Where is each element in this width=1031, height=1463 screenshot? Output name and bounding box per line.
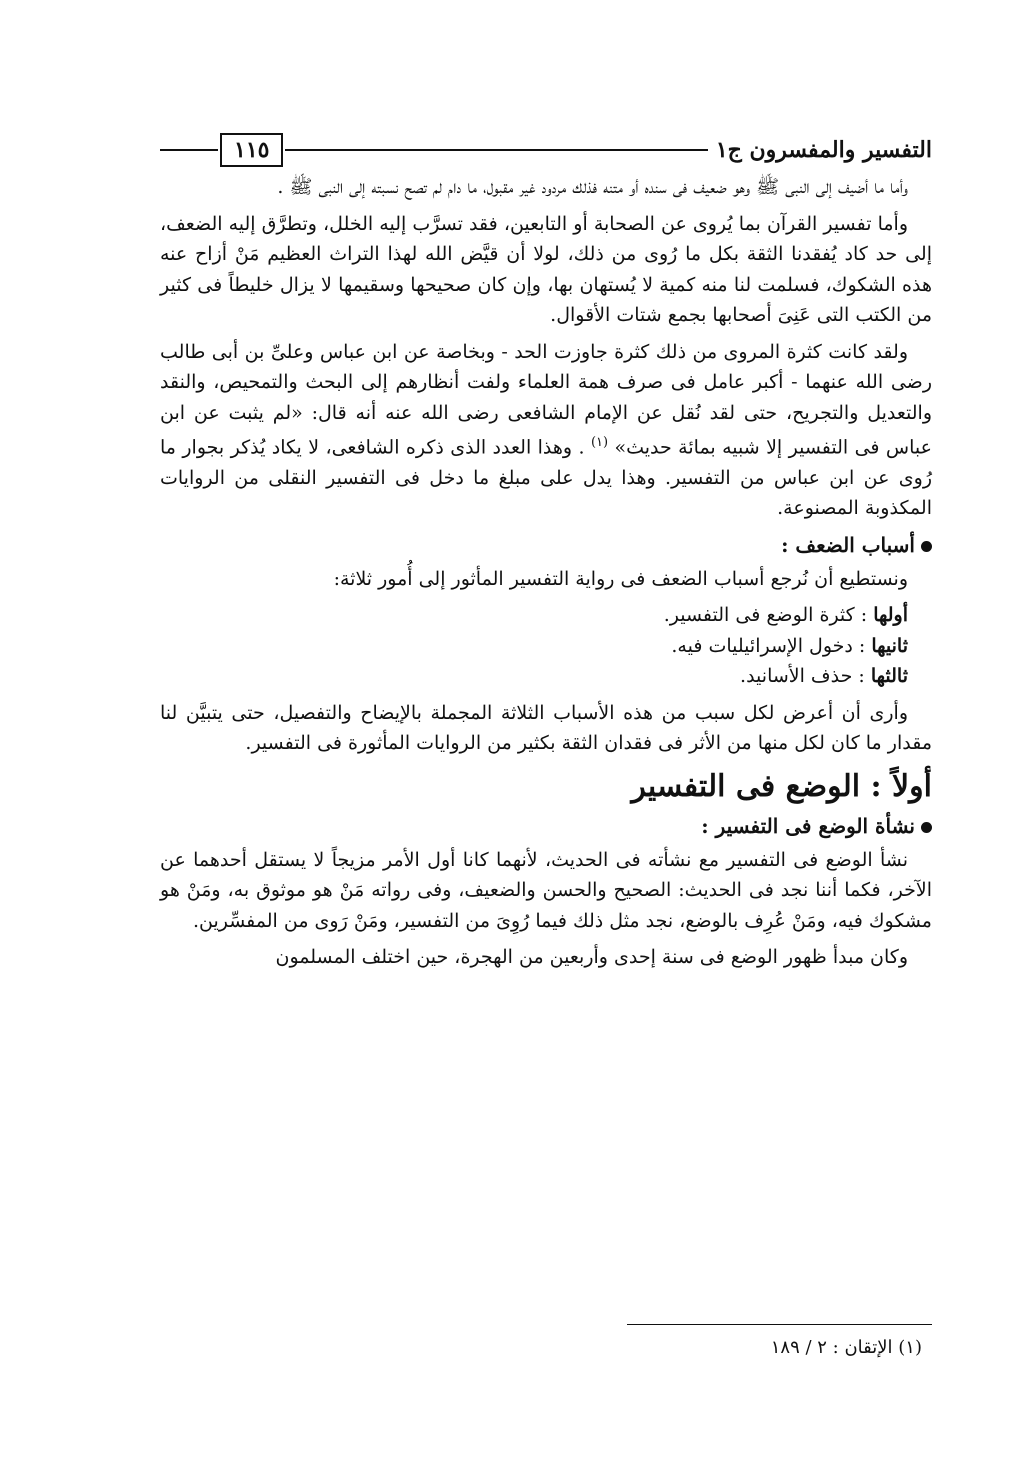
page-number: ١١٥ xyxy=(220,133,283,167)
paragraph-text: . وهذا العدد الذى ذكره الشافعى، لا يكاد يُذكر بجوار ما رُوى عن ابن عباس من التفسير. وهذا يدل على مبلغ ما دخل فى التفسير النقلى من الروايات المكذوبة المصنوعة. xyxy=(160,436,932,520)
running-header xyxy=(160,128,932,172)
paragraph-text: ولقد كانت كثرة المروى من ذلك كثرة جاوزت الحد - وبخاصة عن ابن عباس وعلىِّ بن أبى طالب رضى الله عنهما - أكبر عامل فى صرف همة العلماء ولفت أنظارهم إلى البحث والتمحيص، والنقد والتعديل والتجريح، حتى لقد نُقل عن الإمام الشافعى رضى الله عنه أنه قال: «لم يثبت عن ابن عباس فى التفسير إلا شبيه بمائة حديث» xyxy=(160,340,932,459)
subheading: أسباب الضعف : xyxy=(160,530,932,560)
bullet-icon xyxy=(921,822,932,833)
header-rule xyxy=(285,149,707,151)
main-text xyxy=(160,172,932,973)
footnote-reference: (١) xyxy=(590,435,609,450)
book-page xyxy=(160,128,932,1368)
footnote-separator xyxy=(627,1324,932,1325)
paragraph: وكان مبدأ ظهور الوضع فى سنة إحدى وأربعين من الهجرة، حين اختلف المسلمون xyxy=(275,946,908,969)
running-title: التفسير والمفسرون ج١ xyxy=(715,137,932,163)
paragraph: وأما تفسير القرآن بما يُروى عن الصحابة أو التابعين، فقد تسرَّب إليه الخلل، وتطرَّق إليه الضعف، إلى حد كاد يُفقدنا الثقة بكل ما رُوى من ذلك، لولا أن قيَّض الله لهذا التراث العظيم مَنْ أزاح عنه هذه الشكوك، فسلمت لنا منه كمية لا يُستهان بها، وإن كان صحيحها وسقيمها لا يزال خليطاً فى كثير من الكتب التى عَنِىَ أصحابها بجمع شتات الأقوال. xyxy=(160,212,932,326)
list-item: ثانيها : دخول الإسرائيليات فيه. xyxy=(671,634,908,657)
list-item: أولها : كثرة الوضع فى التفسير. xyxy=(663,604,908,627)
paragraph: وأما ما أضيف إلى النبى ﷺ وهو ضعيف فى سنده أو متنه فذلك مردود غير مقبول، ما دام لم تصح نسبته إلى النبى ﷺ . xyxy=(277,176,908,198)
bullet-icon xyxy=(921,541,932,552)
subheading: نشأة الوضع فى التفسير : xyxy=(160,811,932,841)
paragraph: ونستطيع أن نُرجع أسباب الضعف فى رواية التفسير المأثور إلى أُمور ثلاثة: xyxy=(333,567,908,590)
paragraph xyxy=(160,337,932,524)
header-rule-short xyxy=(160,149,218,151)
paragraph: وأرى أن أعرض لكل سبب من هذه الأسباب الثلاثة المجملة بالإيضاح والتفصيل، حتى يتبيَّن لنا مقدار ما كان لكل منها من الأثر فى فقدان الثقة بكثير من الروايات المأثورة فى التفسير. xyxy=(160,701,932,755)
footnote: (١) الإتقان : ٢ / ١٨٩ xyxy=(770,1337,922,1358)
paragraph: نشأ الوضع فى التفسير مع نشأته فى الحديث، لأنهما كانا أول الأمر مزيجاً لا يستقل أحدهما عن الآخر، فكما أننا نجد فى الحديث: الصحيح والحسن والضعيف، وفى رواته مَنْ هو موثوق به، ومَنْ هو مشكوك فيه، ومَنْ عُرِف بالوضع، نجد مثل ذلك فيما رُوِىَ من التفسير، ومَنْ رَوى من المفسِّرين. xyxy=(160,848,932,932)
list-item: ثالثها : حذف الأسانيد. xyxy=(740,665,908,688)
section-title: أولاً : الوضع فى التفسير xyxy=(631,768,932,804)
